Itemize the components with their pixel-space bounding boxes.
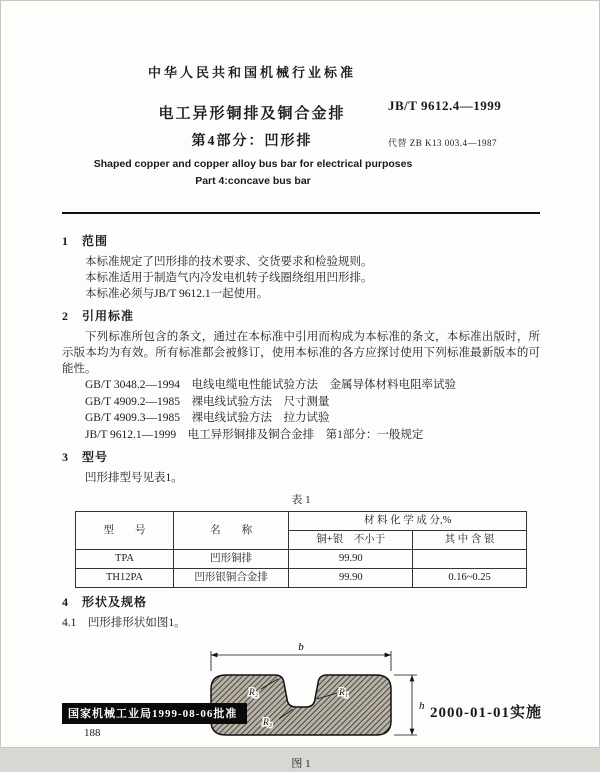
standard-title-block	[62, 102, 442, 150]
col-header-ag-content: 其 中 含 银	[413, 531, 527, 550]
figure1-caption: 图 1	[291, 758, 311, 770]
reference-item: GB/T 4909.2—1985 裸电线试验方法 尺寸测量	[85, 395, 330, 408]
table-row	[76, 550, 527, 569]
standard-number: JB/T 9612.4—1999	[388, 98, 502, 113]
standard-title-en-line1: Shaped copper and copper alloy bus bar for electrical purposes	[93, 158, 413, 170]
table-row	[76, 569, 527, 588]
page-number: 188	[84, 727, 101, 739]
section1-paragraph: 本标准规定了凹形排的技术要求、交货要求和检验规则。	[85, 256, 373, 268]
table1	[75, 511, 527, 588]
cell-ag: 0.16~0.25	[413, 569, 527, 588]
concave-busbar-cross-section-drawing	[151, 637, 451, 749]
cell-cuag: 99.90	[289, 550, 413, 569]
approval-authority-bar: 国家机械工业局1999-08-06批准	[62, 703, 247, 724]
col-header-cu-ag: 铜+银 不小于	[289, 531, 413, 550]
standard-subtitle-zh: 第4部分：凹形排	[191, 134, 313, 149]
section1-heading: 1 范围	[62, 234, 109, 248]
section3-heading: 3 型号	[62, 450, 109, 464]
standard-number-block	[388, 98, 548, 149]
standard-authority-line: 中华人民共和国机械行业标准	[147, 65, 356, 80]
cell-cuag: 99.90	[289, 569, 413, 588]
dimension-label-h: h	[419, 700, 425, 712]
section3-paragraph: 凹形排型号见表1。	[85, 472, 183, 484]
cell-name: 凹形铜排	[173, 550, 288, 569]
reference-item: JB/T 9612.1—1999 电工异形铜排及铜合金排 第1部分：一般规定	[85, 428, 424, 441]
section1-paragraph: 本标准适用于制造气内冷发电机转子线圈绕组用凹形排。	[85, 272, 373, 284]
standard-title-zh: 电工异形铜排及铜合金排	[158, 106, 346, 122]
cell-model: TH12PA	[76, 569, 174, 588]
standard-title-en-line2: Part 4:concave bus bar	[195, 175, 311, 187]
reference-item: GB/T 3048.2—1994 电线电缆电性能试验方法 金属导体材料电阻率试验	[85, 379, 456, 391]
document-body	[62, 227, 540, 772]
section2-intro: 下列标准所包含的条文，通过在本标准中引用而构成为本标准的条文，本标准出版时，所示版本均为有效。所有标准都会被修订，使用本标准的各方应探讨使用下列标准最新版本的可能性。	[62, 331, 540, 375]
header-divider	[62, 212, 540, 214]
table-header-row	[76, 512, 527, 531]
cell-name: 凹形银铜合金排	[173, 569, 288, 588]
cell-model: TPA	[76, 550, 174, 569]
cell-ag	[413, 550, 527, 569]
dimension-label-b: b	[298, 641, 304, 653]
section4-heading: 4 形状及规格	[62, 595, 148, 609]
section2-heading: 2 引用标准	[62, 309, 135, 323]
reference-item: GB/T 4909.3—1985 裸电线试验方法 拉力试验	[85, 412, 330, 424]
radius-label-r1: R₁	[339, 688, 349, 698]
col-header-name: 名 称	[173, 512, 288, 550]
replaced-standard: 代替 ZB K13 003.4—1987	[388, 138, 498, 148]
section4-paragraph: 4.1 凹形排形状如图1。	[62, 617, 186, 629]
table1-caption: 表 1	[291, 494, 311, 506]
col-header-model: 型 号	[76, 512, 174, 550]
radius-label-r3: R₃	[263, 718, 273, 728]
col-header-composition-group: 材 料 化 学 成 分,%	[289, 512, 527, 531]
radius-label-r2: R₂	[249, 688, 259, 698]
standard-title-en	[62, 158, 444, 192]
section1-paragraph: 本标准必须与JB/T 9612.1一起使用。	[85, 288, 269, 300]
implementation-date: 2000-01-01实施	[430, 705, 542, 721]
